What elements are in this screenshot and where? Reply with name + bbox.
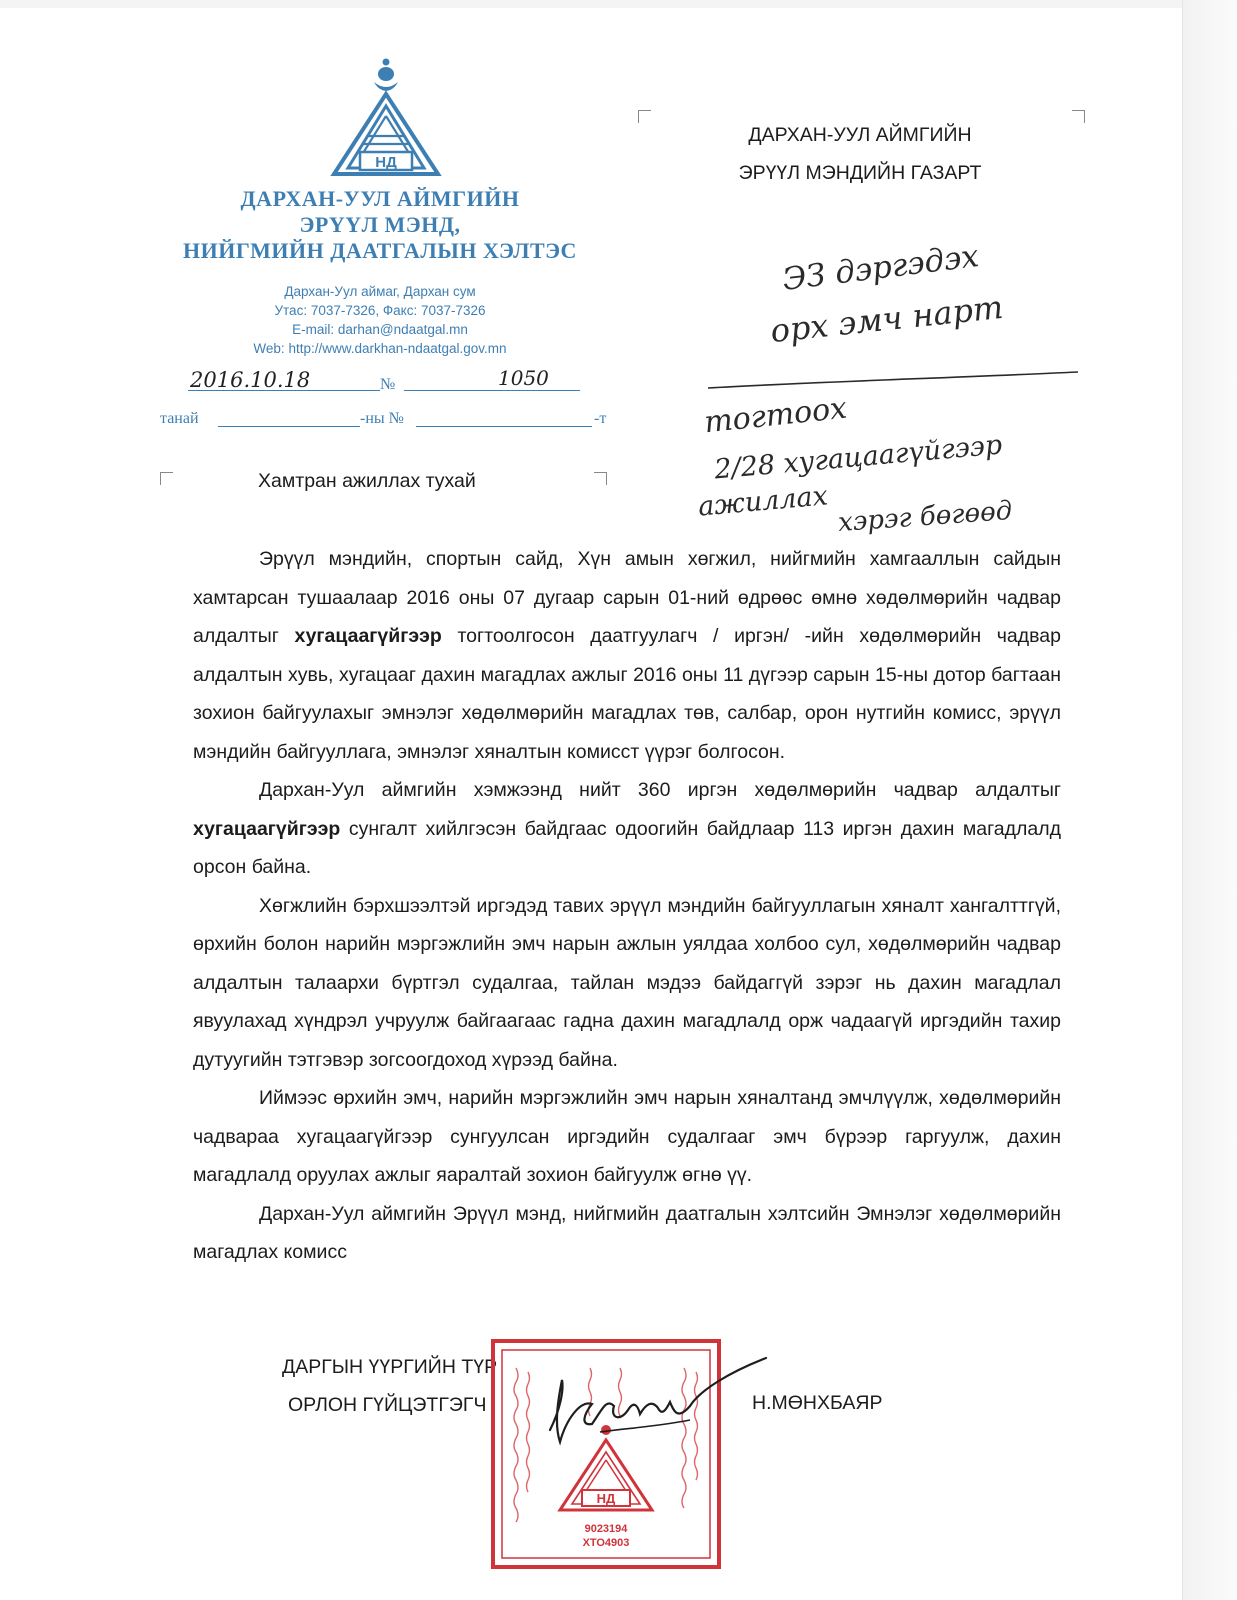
logo-letters: НД [375,154,397,171]
body-paragraph-2: Дархан-Уул аймгийн хэмжээнд нийт 360 иргэн хөдөлмөрийн чадвар алдалтыг хугацаагүйгээр сунгалт хийлгэсэн байдгаас одоогийн байдлаар 113 иргэн дахин магадлалд орсон байна. [193,779,1061,878]
subject-corner-mark-right [594,472,607,485]
organization-logo [330,56,442,180]
signer-title-line2: ОРЛОН ГҮЙЦЭТГЭГЧ [288,1394,487,1416]
your-letter-t-suffix: -т [594,410,607,427]
org-name-line1: ДАРХАН-УУЛ АЙМГИЙН [240,186,520,211]
scan-right-edge [1182,0,1237,1600]
organization-contact [210,282,550,358]
body-paragraph-4: Иймээс өрхийн эмч, нарийн мэргэжлийн эмч нарын хяналтанд эмчлүүлж, хөдөлмөрийн чадвараа хугацаагүйгээр сунгуулсан иргэдийн судалгааг эмч бүрээр гаргуулж, дахин магадлалд оруулах ажлыг яаралтай зохион байгуулж өгнө үү. [193,1087,1061,1186]
stamp-code-1: 9023194 [584,1523,628,1535]
reference-your-letter-line [160,408,620,434]
handwritten-signature [540,1350,770,1460]
stamp-logo-letters: НД [596,1491,616,1506]
reference-number: 1050 [498,366,549,390]
org-phone: Утас: 7037-7326, Факс: 7037-7326 [274,303,486,318]
annotation-line1: ЭЗ дэргэдэх [780,238,981,298]
body-paragraph-5: Дархан-Уул аймгийн Эрүүл мэнд, нийгмийн даатгалын хэлтсийн Эмнэлэг хөдөлмөрийн магадлах комисс [193,1202,1061,1263]
annotation-line4: 2/28 хугацаагүйгээр [713,429,1004,486]
signer-title-line1: ДАРГЫН ҮҮРГИЙН ТҮР [282,1356,498,1378]
org-name-line3: НИЙГМИЙН ДААТГАЛЫН ХЭЛТЭС [183,238,577,263]
addressee-corner-mark-left [638,110,651,123]
emphasis-indefinite: хугацаагүйгээр [193,817,341,840]
stamp-code-2: ХТО4903 [582,1537,630,1549]
org-email: E-mail: darhan@ndaatgal.mn [292,322,468,337]
scan-top-edge [0,0,1237,8]
letter-body [193,540,1061,1272]
org-website: Web: http://www.darkhan-ndaatgal.gov.mn [253,341,507,356]
annotation-underline [690,368,1090,398]
reference-date-number-line [160,366,620,398]
annotation-line6: хэрэг бөгөөд [837,495,1014,539]
org-name-line2: ЭРҮҮЛ МЭНД, [299,212,461,237]
addressee-corner-mark-right [1072,110,1085,123]
handwritten-resolution [690,238,1120,540]
letter-subject: Хамтран ажиллах тухай [258,470,476,492]
addressee-line2: ЭРҮҮЛ МЭНДИЙН ГАЗАРТ [738,162,982,184]
emphasis-indefinite: хугацаагүйгээр [294,625,442,647]
organization-name [150,186,610,264]
reference-date: 2016.10.18 [190,368,311,392]
annotation-line2: орх эмч нарт [768,287,1005,351]
addressee-block [690,116,1030,192]
signer-name: Н.МӨНХБАЯР [752,1392,883,1414]
body-paragraph-3: Хөгжлийн бэрхшээлтэй иргэдэд тавих эрүүл мэндийн байгууллагын хяналт хангалттгүй, өрхийн болон нарийн мэргэжлийн эмч нарын ажлын уялдаа холбоо сул, хөдөлмөрийн чадвар алдалтын талаархи бүртгэл судалгаа, тайлан мэдээ байдаггүй зэрэг нь дахин магадлал явуулахад хүндрэл учруулж байгаагаас гадна дахин магадлалд орж чадаагүй иргэдийн тахир дутуугийн тэтгэвэр зогсоогдоход хүрээд байна. [193,894,1061,1071]
body-paragraph-1: Эрүүл мэндийн, спортын сайд, Хүн амын хөгжил, нийгмийн хамгааллын сайдын хамтарсан тушаалаар 2016 оны 07 дугаар сарын 01-ний өдрөөс өмнө хөдөлмөрийн чадвар алдалтыг хугацаагүйгээр тогтоолгосон даатгуулагч / иргэн/ -ийн хөдөлмөрийн чадвар алдалтын хувь, хугацааг дахин магадлах ажлыг 2016 оны 11 дүгээр сарын 15-ны дотор багтаан зохион байгуулахыг эмнэлэг хөдөлмөрийн магадлах төв, салбар, орон нутгийн комисс, эрүүл мэндийн байгууллага, эмнэлэг хяналтын комисст үүрэг болгосон. [193,548,1061,763]
subject-corner-mark-left [160,472,173,485]
annotation-line5: ажиллах [696,480,829,523]
reference-number-label: № [380,376,396,393]
annotation-line3: тогтоох [702,390,849,441]
your-letter-label: танай [160,410,199,427]
addressee-line1: ДАРХАН-УУЛ АЙМГИЙН [748,124,972,146]
your-letter-ny-label: -ны № [360,410,404,427]
org-address: Дархан-Уул аймаг, Дархан сум [284,284,476,299]
